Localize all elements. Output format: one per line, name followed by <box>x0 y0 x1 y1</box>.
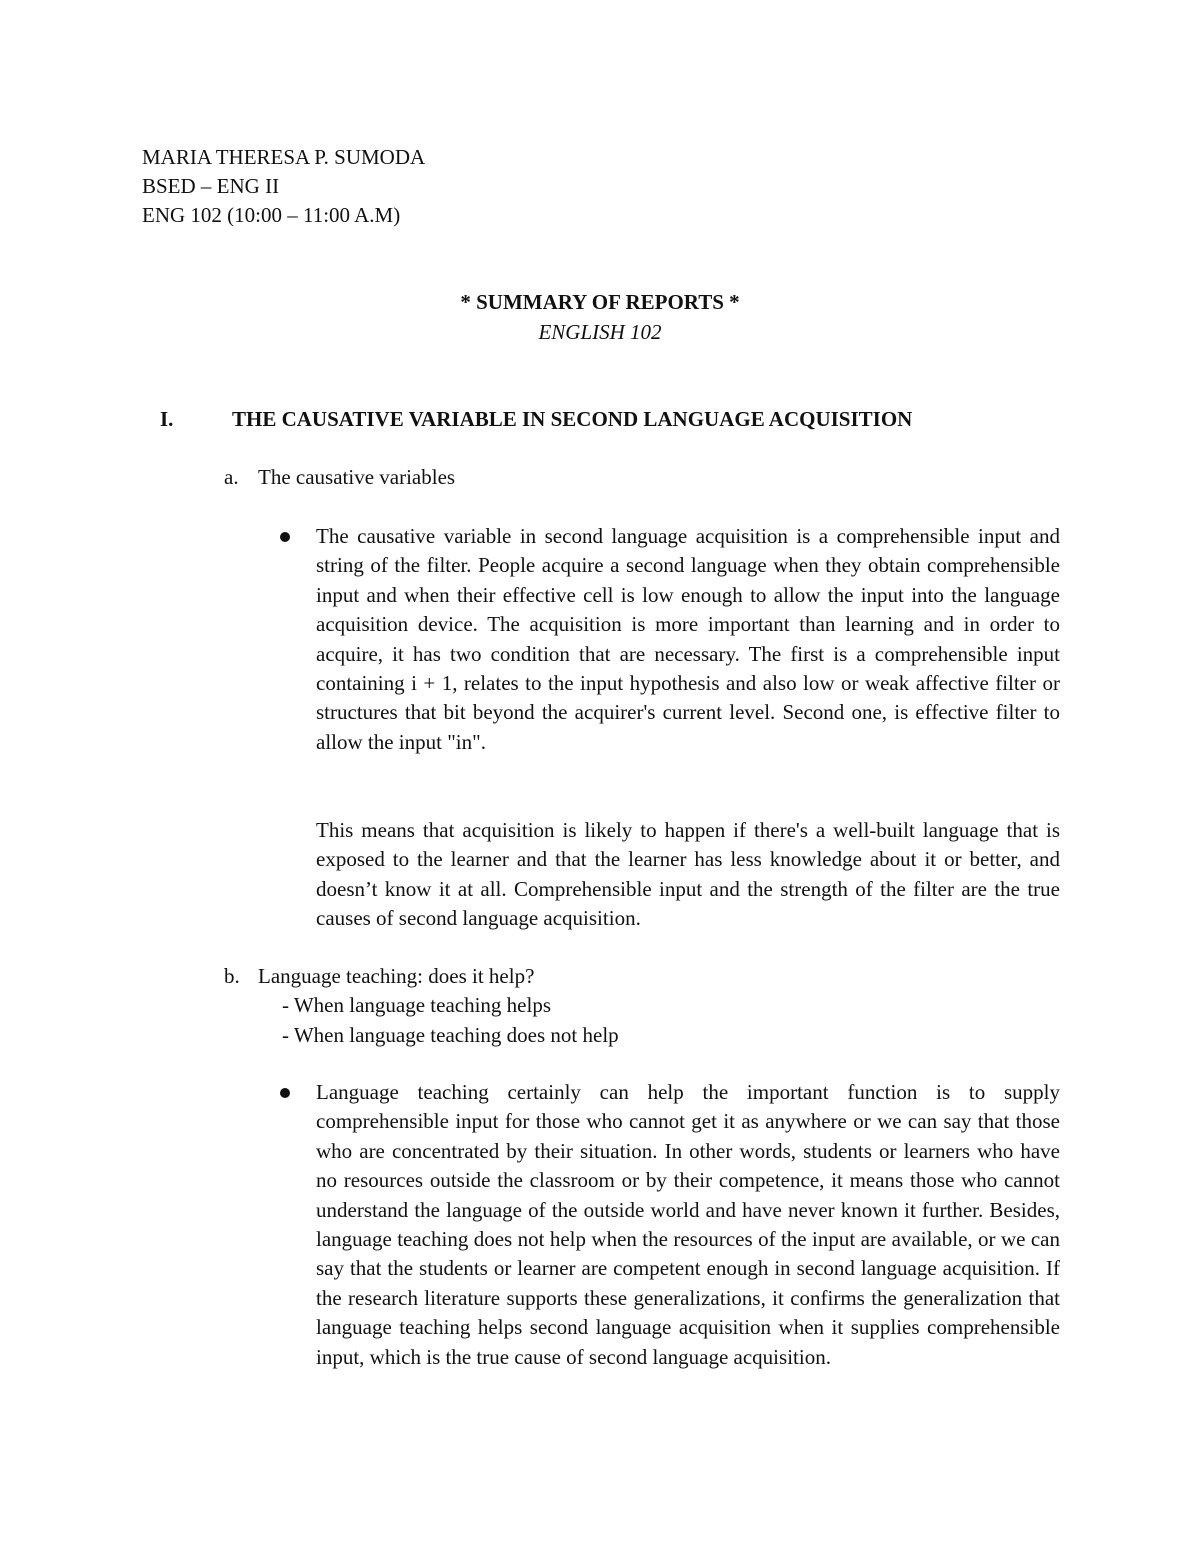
subsection-b-letter: b. <box>224 964 240 988</box>
subsection-a-bullet-paragraph: The causative variable in second language acquisition is a comprehensible input and string of the filter. People acquire a second language when they obtain comprehensible input and when their effective cell is low enough to allow the input into the language acquisition device. The acquisition is more important than learning and in order to acquire, it has two condition that are necessary. The first is a comprehensible input containing i + 1, relates to the input hypothesis and also low or weak affective filter or structures that bit beyond the acquirer's current level. Second one, is effective filter to allow the input "in". <box>316 524 1060 754</box>
schedule-line: ENG 102 (10:00 – 11:00 A.M) <box>142 203 401 227</box>
course-line: BSED – ENG II <box>142 174 280 198</box>
section-heading <box>142 405 912 434</box>
bullet-icon <box>280 532 290 542</box>
author-header <box>142 143 425 230</box>
author-name: MARIA THERESA P. SUMODA <box>142 145 426 169</box>
section-number: I. <box>160 407 174 431</box>
subsection-a-heading <box>224 463 455 492</box>
subsection-a-follow-paragraph: This means that acquisition is likely to happen if there's a well-built language that is exposed to the learner and that the learner has less knowledge about it or better, and doesn’t know it at all. Comprehensible input and the strength of the filter are the true causes of second language acquisition. <box>316 818 1060 931</box>
subsection-b-dash-item-2: - When language teaching does not help <box>282 1023 619 1047</box>
subsection-a-letter: a. <box>224 465 239 489</box>
subsection-b-bullet-paragraph: Language teaching certainly can help the important function is to supply comprehensible input for those who cannot get it as anywhere or we can say that those who are concentrated by their situation. In other words, students or learners who have no resources outside the classroom or by their competence, it means those who cannot understand the language of the outside world and have never known it further. Besides, language teaching does not help when the resources of the input are available, or we can say that the students or learner are competent enough in second language acquisition. If the research literature supports these generalizations, it confirms the generalization that language teaching helps second language acquisition when it supplies comprehensible input, which is the true cause of second language acquisition. <box>316 1080 1060 1369</box>
document-subtitle: ENGLISH 102 <box>538 320 662 344</box>
subsection-a-label: The causative variables <box>258 465 456 489</box>
document-title: * SUMMARY OF REPORTS * <box>460 290 740 314</box>
section-title: THE CAUSATIVE VARIABLE IN SECOND LANGUAGE ACQUISITION <box>232 407 913 431</box>
subsection-b-heading <box>224 962 534 991</box>
subsection-b-label: Language teaching: does it help? <box>258 964 535 988</box>
bullet-icon <box>280 1088 290 1098</box>
subsection-b-dash-item-1: - When language teaching helps <box>282 993 552 1017</box>
